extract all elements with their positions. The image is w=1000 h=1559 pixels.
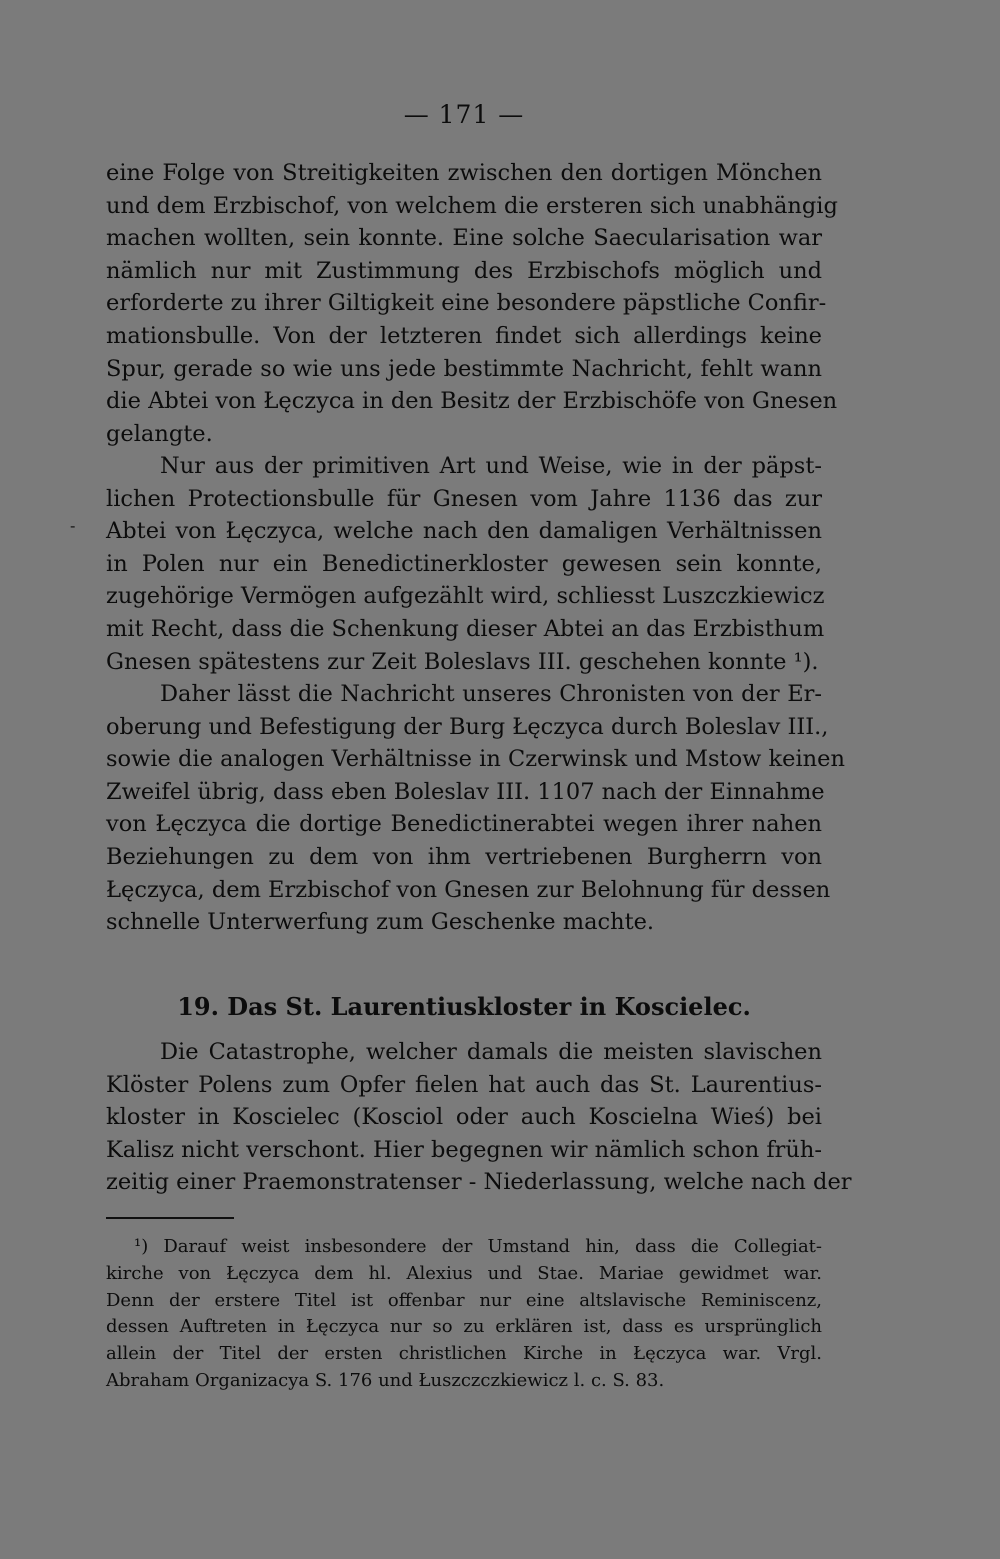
- text-line: machen wollten, sein konnte. Eine solche Saecularisation war: [106, 225, 822, 252]
- text-line: mationsbulle. Von der letzteren findet sich allerdings keine: [106, 322, 822, 349]
- paragraph-laurentius: [106, 1036, 852, 1199]
- paragraph-conclusion: [106, 678, 845, 939]
- text-line: Kalisz nicht verschont. Hier begegnen wir nämlich schon früh-: [106, 1136, 823, 1163]
- text-line: die Abtei von Łęczyca in den Besitz der Erzbischöfe von Gnesen: [106, 388, 838, 415]
- footnote-line: ¹) Darauf weist insbesondere der Umstand hin, dass die Collegiat-: [134, 1236, 822, 1257]
- text-line: zeitig einer Praemonstratenser - Niederlassung, welche nach der: [106, 1169, 852, 1196]
- margin-mark: -: [70, 516, 76, 535]
- text-line: schnelle Unterwerfung zum Geschenke machte.: [106, 909, 655, 936]
- text-line: Łęczyca, dem Erzbischof von Gnesen zur Belohnung für dessen: [106, 876, 831, 903]
- text-line: gelangte.: [106, 420, 213, 447]
- text-line: Daher lässt die Nachricht unseres Chronisten von der Er-: [160, 681, 822, 707]
- footnote-line: kirche von Łęczyca dem hl. Alexius und Stae. Mariae gewidmet war.: [106, 1262, 822, 1284]
- text-line: Zweifel übrig, dass eben Boleslav III. 1107 nach der Einnahme: [106, 778, 825, 805]
- text-line: und dem Erzbischof, von welchem die ersteren sich unabhängig: [106, 192, 838, 219]
- section-heading: 19. Das St. Laurentiuskloster in Koscielec.: [177, 992, 751, 1021]
- text-line: mit Recht, dass die Schenkung dieser Abtei an das Erzbisthum: [106, 615, 825, 642]
- text-line: Gnesen spätestens zur Zeit Boleslavs III. geschehen konnte ¹).: [106, 648, 819, 675]
- text-line: Spur, gerade so wie uns jede bestimmte Nachricht, fehlt wann: [106, 355, 822, 382]
- text-line: von Łęczyca die dortige Benedictinerabtei wegen ihrer nahen: [106, 811, 822, 838]
- footnote-line: Abraham Organizacya S. 176 und Łuszczczkiewicz l. c. S. 83.: [106, 1369, 665, 1391]
- paragraph-protection-bull: [106, 450, 825, 678]
- text-line: erforderte zu ihrer Giltigkeit eine besondere päpstliche Confir-: [106, 290, 827, 317]
- footnote-separator: [106, 1217, 234, 1219]
- footnote-line: allein der Titel der ersten christlichen Kirche in Łęczyca war. Vrgl.: [106, 1343, 822, 1365]
- text-line: Nur aus der primitiven Art und Weise, wie in der päpst-: [160, 453, 822, 479]
- text-line: oberung und Befestigung der Burg Łęczyca durch Boleslav III.,: [106, 713, 829, 740]
- text-line: Die Catastrophe, welcher damals die meisten slavischen: [160, 1039, 822, 1065]
- footnote: [106, 1234, 822, 1395]
- text-line: Abtei von Łęczyca, welche nach den damaligen Verhältnissen: [106, 518, 822, 545]
- text-line: Beziehungen zu dem von ihm vertriebenen Burgherrn von: [106, 843, 822, 870]
- footnote-line: dessen Auftreten in Łęczyca nur so zu erklären ist, dass es ursprünglich: [106, 1316, 822, 1338]
- text-line: kloster in Koscielec (Kosciol oder auch Koscielna Wieś) bei: [106, 1104, 822, 1131]
- text-line: nämlich nur mit Zustimmung des Erzbischofs möglich und: [106, 257, 822, 284]
- text-line: sowie die analogen Verhältnisse in Czerwinsk und Mstow keinen: [106, 746, 845, 773]
- text-line: lichen Protectionsbulle für Gnesen vom Jahre 1136 das zur: [106, 485, 822, 512]
- text-line: zugehörige Vermögen aufgezählt wird, schliesst Luszczkiewicz: [106, 583, 825, 610]
- footnote-line: Denn der erstere Titel ist offenbar nur eine altslavische Reminiscenz,: [106, 1289, 822, 1311]
- paragraph-continuation: [106, 157, 838, 450]
- text-line: eine Folge von Streitigkeiten zwischen den dortigen Mönchen: [106, 160, 822, 186]
- text-line: in Polen nur ein Benedictinerkloster gewesen sein konnte,: [106, 550, 822, 577]
- text-line: Klöster Polens zum Opfer fielen hat auch das St. Laurentius-: [106, 1071, 822, 1098]
- page-number: — 171 —: [403, 100, 525, 129]
